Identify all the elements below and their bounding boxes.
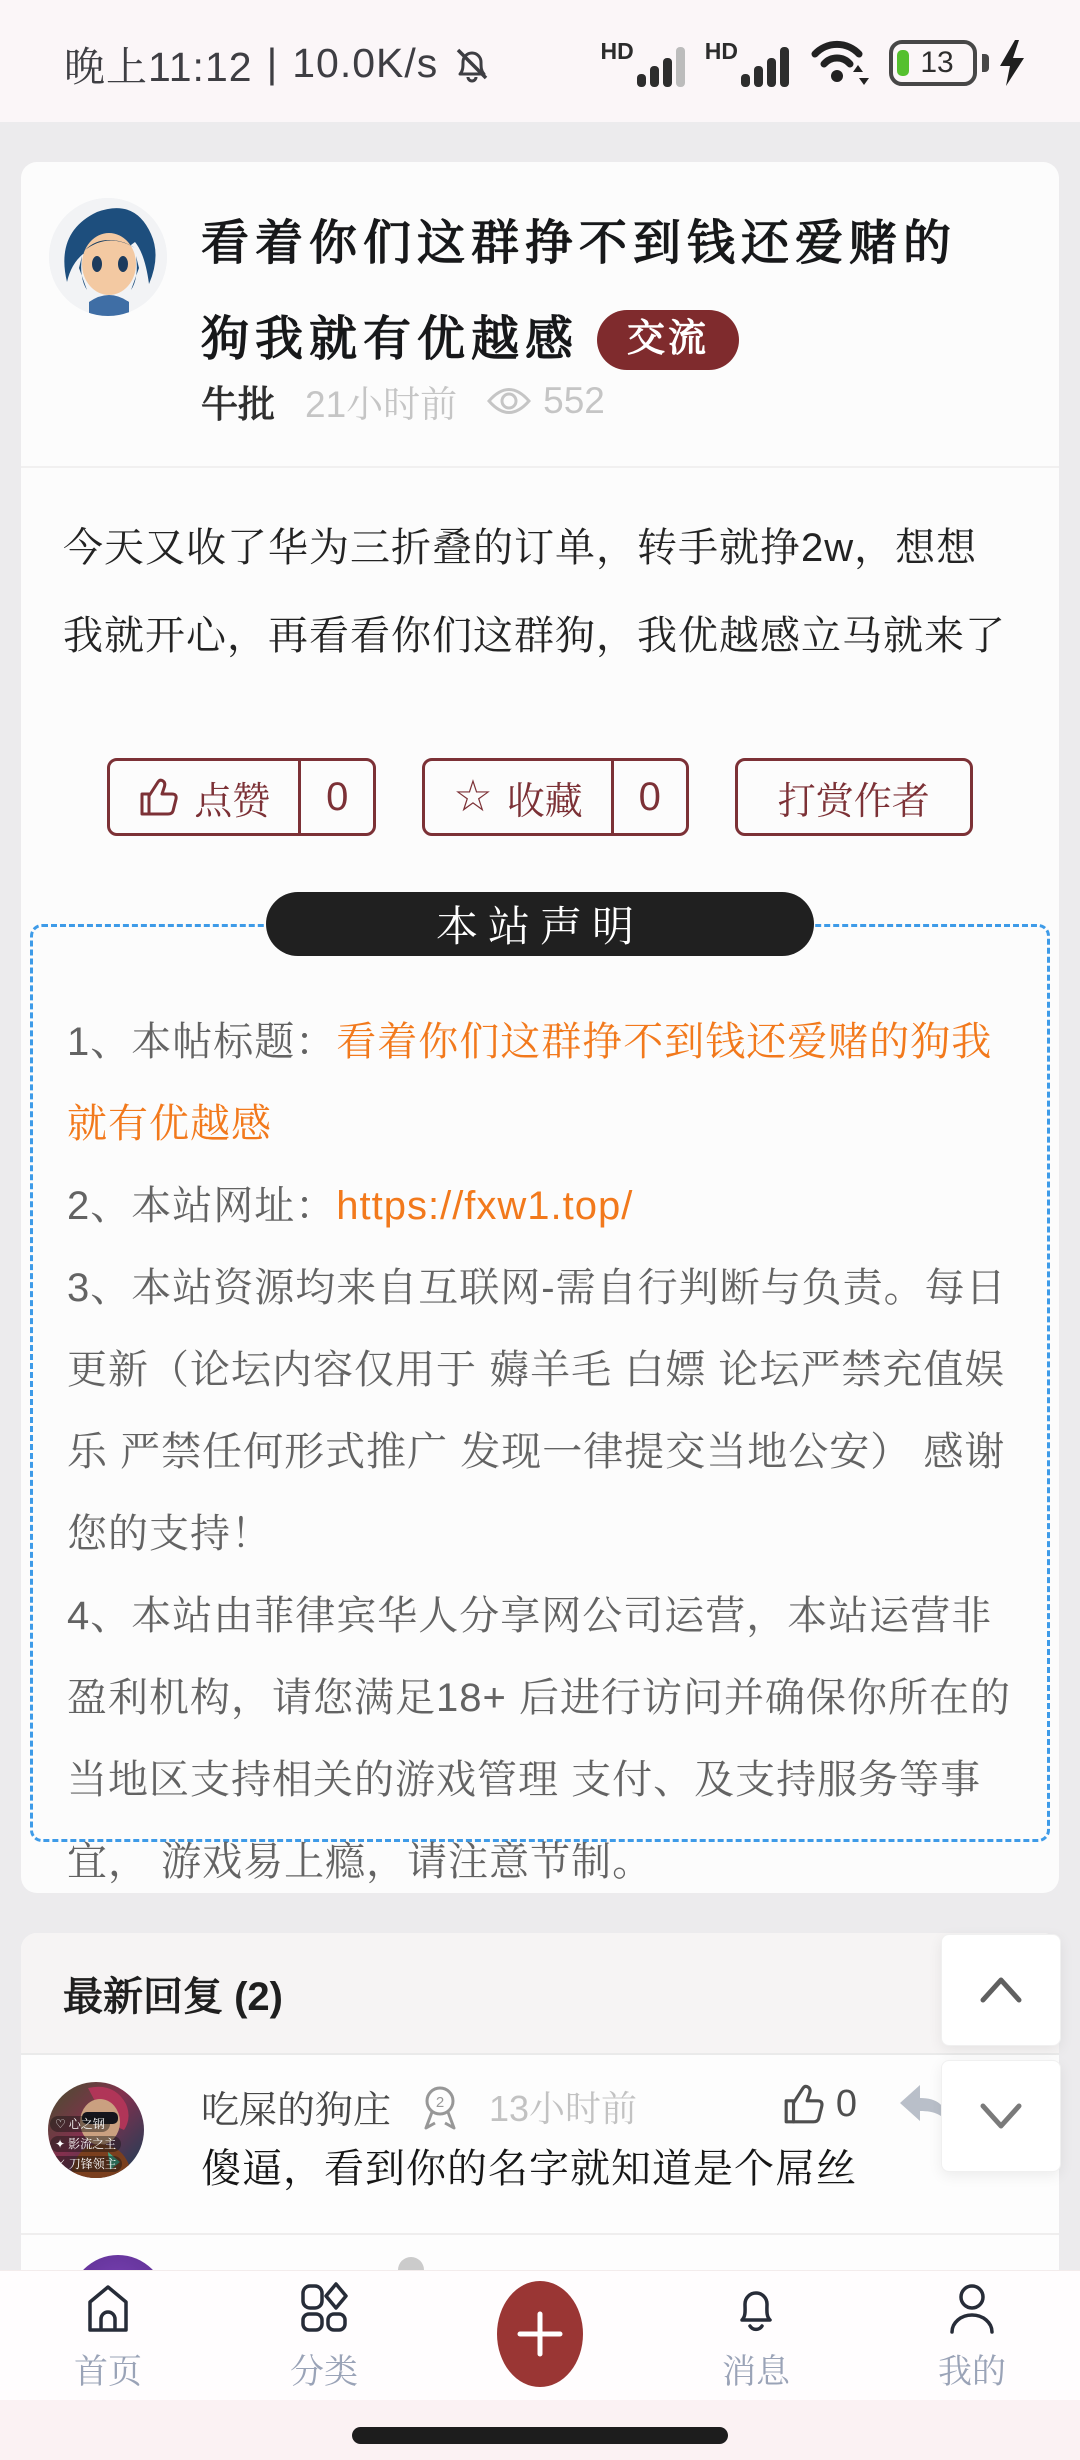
nav-categories[interactable]: 分类 — [216, 2271, 432, 2401]
post-meta — [201, 374, 605, 428]
declaration-item-4: 4、本站由菲律宾华人分享网公司运营，本站运营非盈利机构，请您满足18+ 后进行访问并确保你所在的当地区支持相关的游戏管理 支付、及支持服务等事宜， 游戏易上瘾，请注意节制。 — [67, 1594, 1011, 1884]
status-bar — [0, 0, 1080, 122]
post-body: 今天又收了华为三折叠的订单，转手就挣2w，想想我就开心，再看看你们这群狗，我优越感立马就来了 — [63, 526, 1006, 658]
declaration-title: 本站声明 — [266, 892, 814, 956]
signal-icon: HD — [601, 34, 687, 88]
reply-like-count: 0 — [835, 2082, 857, 2125]
reply-actions — [782, 2081, 951, 2127]
thumb-up-icon — [782, 2082, 826, 2126]
network-speed: 10.0K/s — [292, 40, 439, 86]
status-right — [601, 28, 1026, 88]
declaration-item-2: 2、本站网址：https://fxw1.top/ — [67, 1184, 634, 1228]
lightning-icon — [998, 40, 1026, 86]
post-card — [21, 162, 1059, 1893]
battery-percent: 13 — [920, 46, 954, 79]
reply-avatar[interactable]: ♡ 心之钢 ✦ 影流之主 ⚔ 刀锋领主 — [48, 2082, 144, 2178]
poster-avatar[interactable] — [49, 198, 167, 316]
bottom-nav — [0, 2270, 1080, 2401]
scroll-to-bottom-button[interactable] — [941, 2060, 1061, 2172]
nav-center — [432, 2271, 648, 2401]
reply-like-button[interactable] — [782, 2082, 857, 2126]
reply-divider — [21, 2233, 1059, 2235]
declaration-item-1: 1、本帖标题：看着你们这群挣不到钱还爱赌的狗我就有优越感 — [67, 1020, 993, 1146]
clock: 晚上11:12 — [64, 44, 253, 90]
status-left — [64, 34, 492, 93]
nav-profile[interactable]: 我的 — [864, 2271, 1080, 2401]
reply-username[interactable]: 吃屎的狗庄 — [201, 2090, 392, 2132]
chevron-up-icon — [977, 1974, 1025, 2006]
medal-icon — [415, 2082, 465, 2132]
replies-header: 最新回复 (2) — [21, 1933, 1059, 2055]
new-post-button[interactable] — [497, 2281, 583, 2387]
declaration-item-3: 3、本站资源均来自互联网-需自行判断与负责。每日更新（论坛内容仅用于 薅羊毛 白嫖 论坛严禁充值娱乐 严禁任何形式推广 发现一律提交当地公安） 感谢您的支持！ — [67, 1266, 1007, 1556]
view-count: 552 — [487, 380, 605, 422]
status-separator: | — [266, 40, 279, 86]
like-button[interactable]: 点赞 0 — [107, 758, 376, 836]
chevron-down-icon — [977, 2100, 1025, 2132]
post-title: 看着你们这群挣不到钱还爱赌的狗我就有优越感 交流 — [201, 196, 993, 388]
eye-icon — [487, 386, 531, 416]
battery-level — [897, 50, 909, 76]
declaration-box — [30, 924, 1050, 1884]
declaration-post-title: 看着你们这群挣不到钱还爱赌的狗我就有优越感 — [67, 1020, 993, 1146]
reply-text: 傻逼，看到你的名字就知道是个屌丝 — [201, 2147, 857, 2191]
header-divider — [21, 466, 1059, 468]
home-icon — [80, 2280, 136, 2336]
favorite-count: 0 — [611, 761, 686, 833]
reward-button[interactable]: 打赏作者 — [735, 758, 973, 836]
author-name[interactable]: 牛批 — [201, 384, 275, 425]
spark-icon: ✦ — [55, 2137, 66, 2151]
plus-icon — [516, 2310, 564, 2358]
nav-home[interactable]: 首页 — [0, 2271, 216, 2401]
reply-meta — [201, 2079, 637, 2134]
category-tag[interactable]: 交流 — [597, 310, 739, 370]
post-time: 21小时前 — [305, 384, 458, 425]
favorite-button[interactable]: ☆ 收藏 0 — [422, 758, 688, 836]
signal-icon: HD — [705, 34, 791, 88]
gesture-bar-area — [0, 2400, 1080, 2460]
person-icon — [944, 2280, 1000, 2336]
svg-text:2: 2 — [435, 2093, 445, 2111]
home-indicator[interactable] — [352, 2427, 728, 2444]
grid-icon — [296, 2280, 352, 2336]
post-actions — [21, 758, 1059, 836]
muted-bell-icon — [452, 44, 492, 84]
thumb-up-icon — [138, 776, 180, 818]
replies-card — [21, 1933, 1059, 2290]
site-link[interactable]: https://fxw1.top/ — [336, 1184, 634, 1228]
bell-icon — [728, 2280, 784, 2336]
heart-icon: ♡ — [55, 2117, 66, 2131]
blade-icon: ⚔ — [55, 2157, 66, 2171]
like-count: 0 — [298, 761, 373, 833]
nav-messages[interactable]: 消息 — [648, 2271, 864, 2401]
wifi-icon — [809, 34, 871, 86]
star-icon: ☆ — [453, 772, 493, 821]
reply-time: 13小时前 — [489, 2088, 638, 2129]
declaration-content — [67, 1001, 1013, 1903]
battery-icon — [889, 40, 1026, 86]
scroll-to-top-button[interactable] — [941, 1934, 1061, 2046]
